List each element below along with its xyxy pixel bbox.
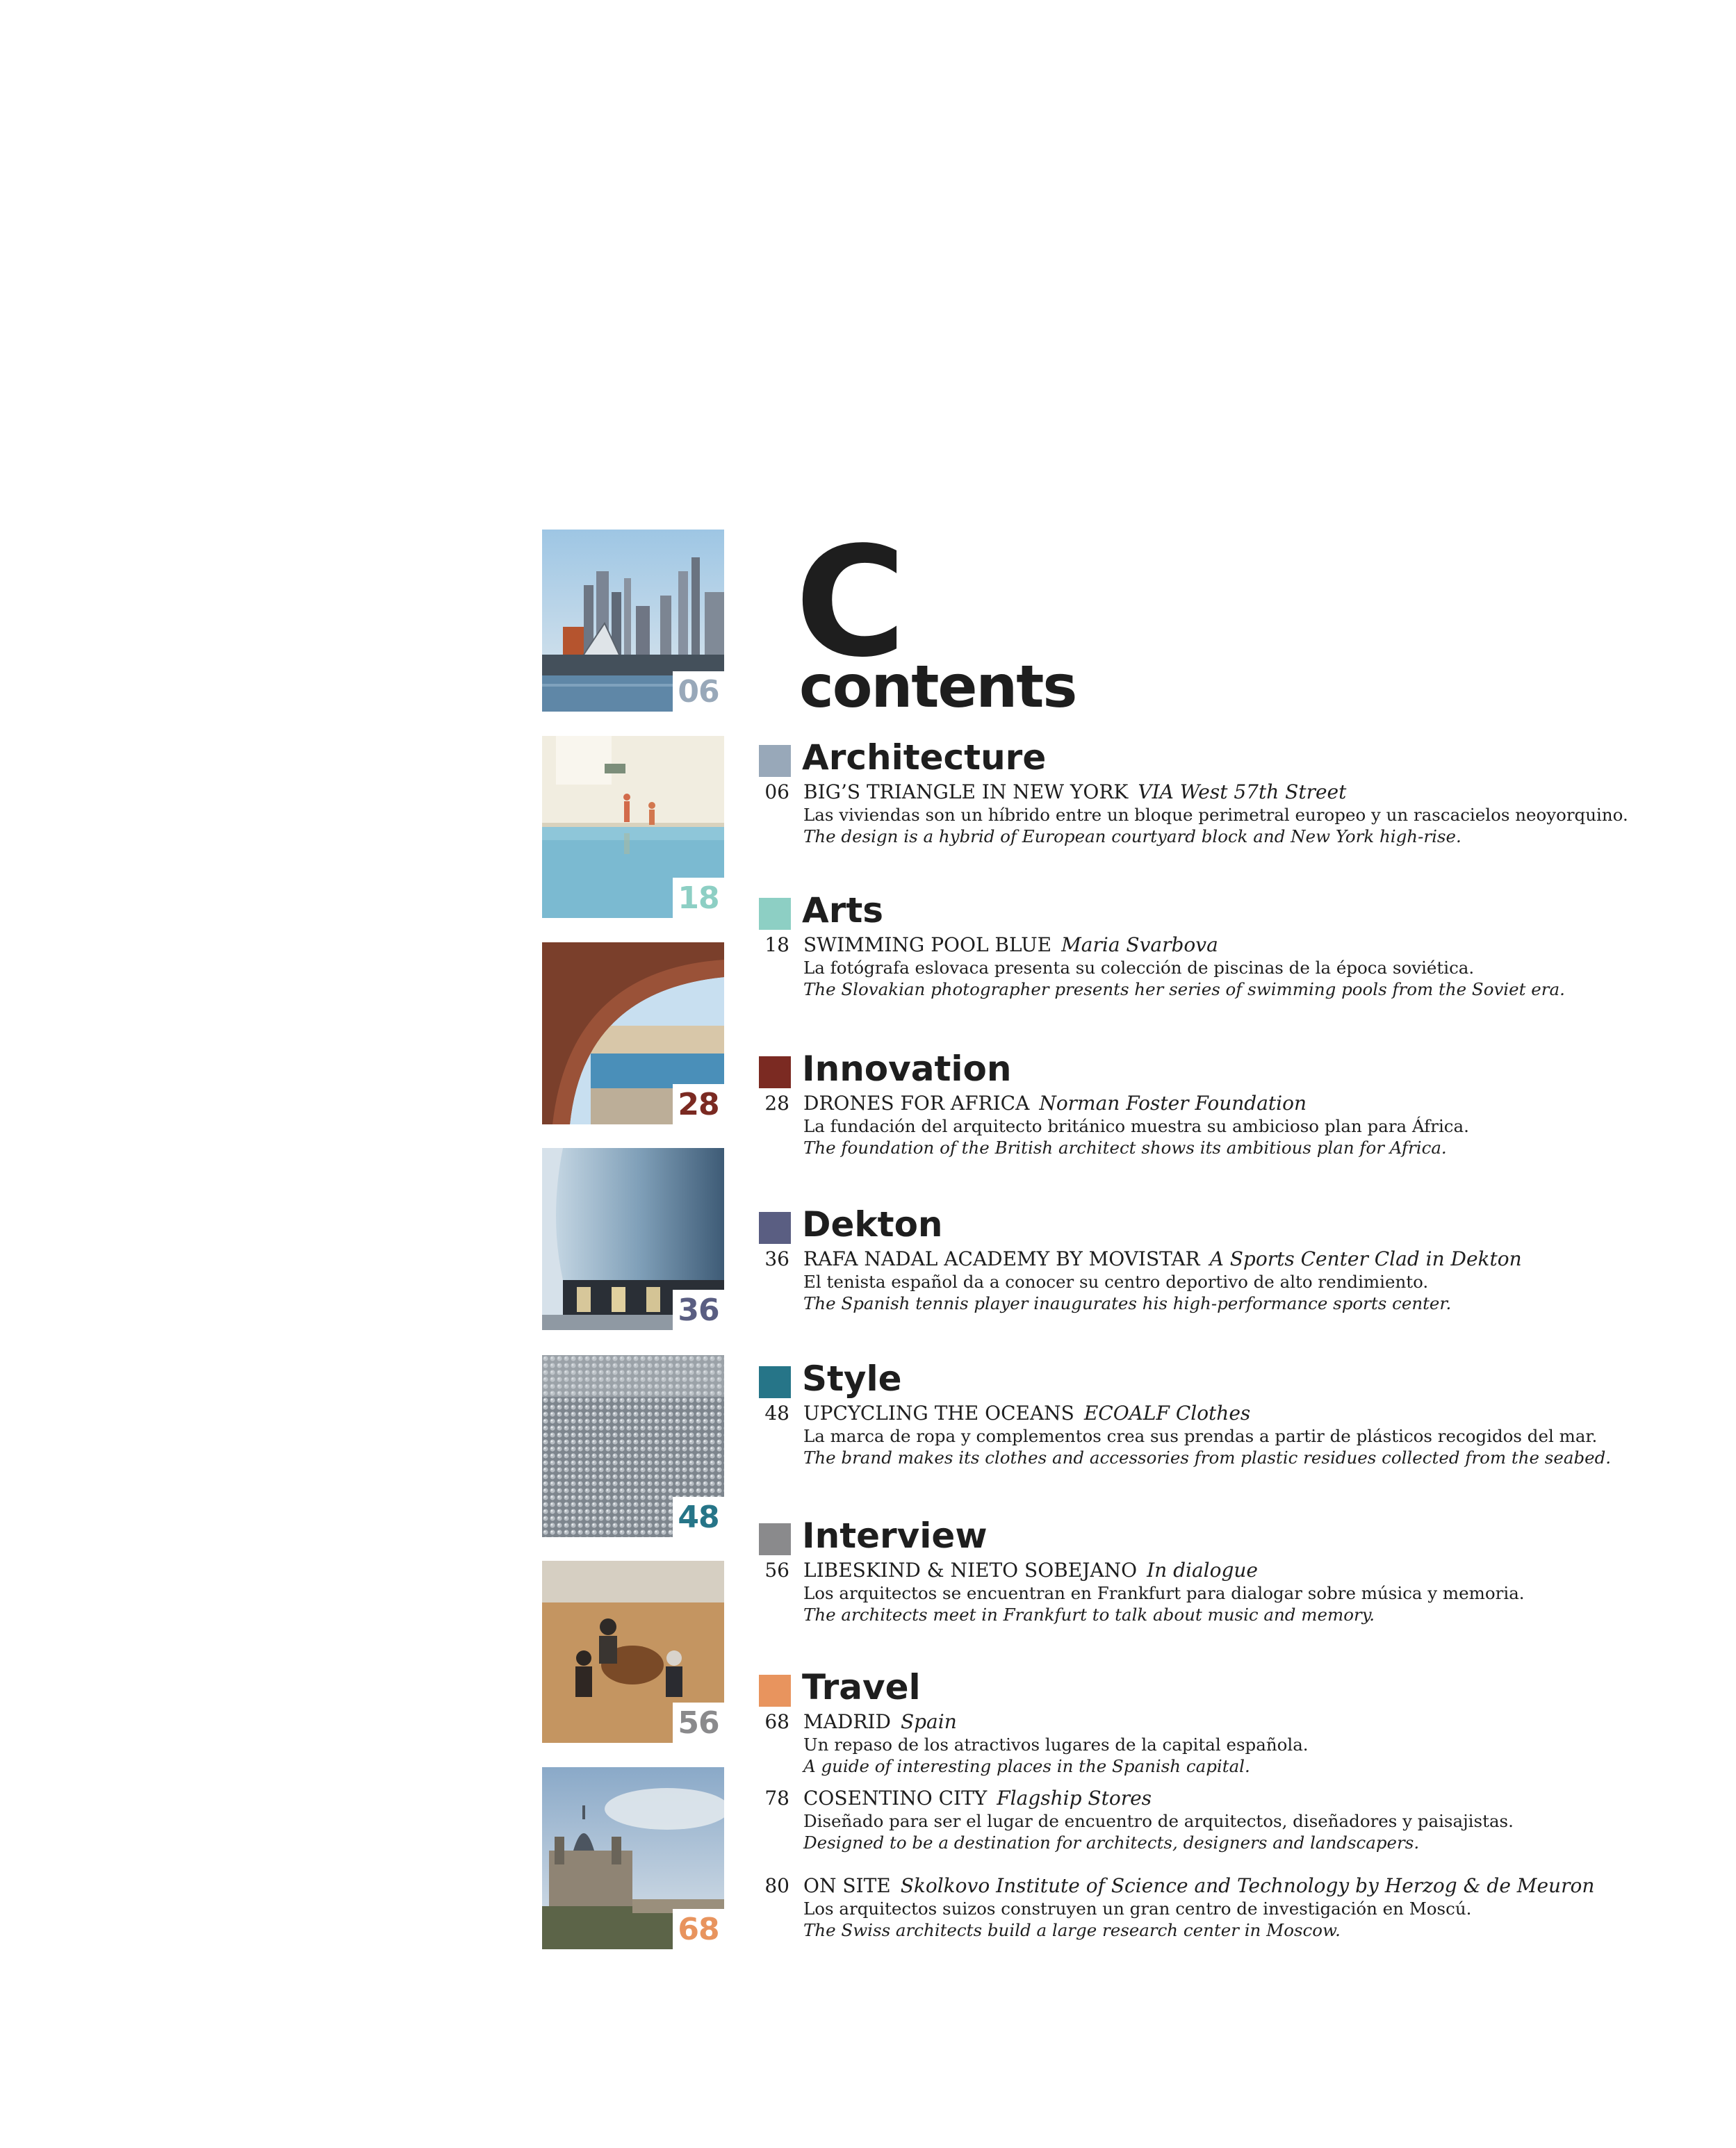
entry-subtitle: Spain xyxy=(900,1710,957,1733)
thumbnail-travel[interactable] xyxy=(542,1767,724,1949)
entry-description-en: The Slovakian photographer presents her series of swimming pools from the Soviet era. xyxy=(803,979,1565,999)
thumbnail-page-number: 48 xyxy=(673,1497,724,1537)
section-title: Travel xyxy=(802,1667,921,1707)
section-color-swatch xyxy=(759,1212,791,1244)
entry-description-es: Un repaso de los atractivos lugares de la capital española. xyxy=(803,1735,1309,1755)
entry-description-en: A guide of interesting places in the Spanish capital. xyxy=(803,1756,1250,1776)
entry-description-en: The foundation of the British architect shows its ambitious plan for Africa. xyxy=(803,1138,1447,1158)
entry-description-en: The design is a hybrid of European courtyard block and New York high-rise. xyxy=(803,826,1461,846)
thumbnail-page-number: 68 xyxy=(673,1909,724,1949)
entry-subtitle: VIA West 57th Street xyxy=(1138,780,1347,803)
section-title: Architecture xyxy=(802,737,1047,778)
entry-title: ON SITE xyxy=(803,1874,891,1897)
section-title: Style xyxy=(802,1359,902,1399)
entry-description-en: The architects meet in Frankfurt to talk about music and memory. xyxy=(803,1605,1375,1625)
section-color-swatch xyxy=(759,745,791,777)
entry-description-es: Las viviendas son un híbrido entre un bloque perimetral europeo y un rascacielos neoyorquino. xyxy=(803,805,1628,825)
entry-subtitle: Maria Svarbova xyxy=(1061,933,1218,956)
entry-title: UPCYCLING THE OCEANS xyxy=(803,1402,1074,1425)
thumbnail-innovation[interactable] xyxy=(542,942,724,1124)
entry-description-en: The Swiss architects build a large research center in Moscow. xyxy=(803,1920,1341,1940)
entry-page-number: 28 xyxy=(764,1092,789,1115)
section-color-swatch xyxy=(759,1366,791,1398)
thumbnail-page-number: 28 xyxy=(673,1084,724,1124)
entry-subtitle: Flagship Stores xyxy=(997,1787,1152,1810)
entry-title: MADRID xyxy=(803,1710,891,1733)
entry-page-number: 78 xyxy=(764,1787,789,1810)
entry-title: SWIMMING POOL BLUE xyxy=(803,933,1052,956)
entry-description-en: The Spanish tennis player inaugurates his high-performance sports center. xyxy=(803,1293,1452,1313)
entry-page-number: 68 xyxy=(764,1710,789,1733)
thumbnail-architecture[interactable] xyxy=(542,530,724,712)
thumbnail-dekton[interactable] xyxy=(542,1148,724,1330)
thumbnail-page-number: 18 xyxy=(673,878,724,918)
section-color-swatch xyxy=(759,898,791,930)
entry-title: COSENTINO CITY xyxy=(803,1787,988,1810)
entry-page-number: 56 xyxy=(764,1559,789,1582)
entry-description-es: La fotógrafa eslovaca presenta su colección de piscinas de la época soviética. xyxy=(803,958,1475,978)
entry-title: BIG’S TRIANGLE IN NEW YORK xyxy=(803,780,1129,803)
entry-page-number: 48 xyxy=(764,1402,789,1425)
entry-page-number: 80 xyxy=(764,1874,789,1897)
entry-description-es: Los arquitectos suizos construyen un gran centro de investigación en Moscú. xyxy=(803,1899,1472,1919)
entry-page-number: 06 xyxy=(764,780,789,803)
entry-description-en: Designed to be a destination for architects, designers and landscapers. xyxy=(803,1833,1420,1853)
contents-initial-letter: C xyxy=(795,515,906,691)
section-color-swatch xyxy=(759,1675,791,1707)
entry-subtitle: A Sports Center Clad in Dekton xyxy=(1209,1247,1522,1270)
entry-page-number: 18 xyxy=(764,933,789,956)
entry-subtitle: Skolkovo Institute of Science and Technology by Herzog & de Meuron xyxy=(900,1874,1595,1897)
page-title: contents xyxy=(799,653,1076,721)
entry-page-number: 36 xyxy=(764,1247,789,1270)
entry-description-es: Los arquitectos se encuentran en Frankfurt para dialogar sobre música y memoria. xyxy=(803,1583,1525,1603)
section-title: Arts xyxy=(802,890,884,930)
thumbnail-page-number: 56 xyxy=(673,1703,724,1743)
entry-description-es: El tenista español da a conocer su centro deportivo de alto rendimiento. xyxy=(803,1272,1429,1292)
section-title: Dekton xyxy=(802,1204,943,1245)
entry-subtitle: Norman Foster Foundation xyxy=(1039,1092,1307,1115)
entry-description-es: La fundación del arquitecto británico muestra su ambicioso plan para África. xyxy=(803,1116,1469,1136)
entry-subtitle: ECOALF Clothes xyxy=(1083,1402,1251,1425)
entry-description-es: Diseñado para ser el lugar de encuentro de arquitectos, diseñadores y paisajistas. xyxy=(803,1811,1514,1831)
thumbnail-page-number: 36 xyxy=(673,1290,724,1330)
section-color-swatch xyxy=(759,1056,791,1088)
section-color-swatch xyxy=(759,1523,791,1555)
entry-description-es: La marca de ropa y complementos crea sus prendas a partir de plásticos recogidos del mar. xyxy=(803,1426,1598,1446)
entry-title: DRONES FOR AFRICA xyxy=(803,1092,1030,1115)
entry-title: LIBESKIND & NIETO SOBEJANO xyxy=(803,1559,1138,1582)
entry-subtitle: In dialogue xyxy=(1147,1559,1258,1582)
entry-description-en: The brand makes its clothes and accessories from plastic residues collected from the seabed. xyxy=(803,1448,1612,1468)
thumbnail-style[interactable] xyxy=(542,1355,724,1537)
thumbnail-page-number: 06 xyxy=(673,671,724,712)
section-title: Innovation xyxy=(802,1049,1012,1089)
thumbnail-arts[interactable] xyxy=(542,736,724,918)
entry-title: RAFA NADAL ACADEMY BY MOVISTAR xyxy=(803,1247,1200,1270)
thumbnail-interview[interactable] xyxy=(542,1561,724,1743)
section-title: Interview xyxy=(802,1516,988,1556)
